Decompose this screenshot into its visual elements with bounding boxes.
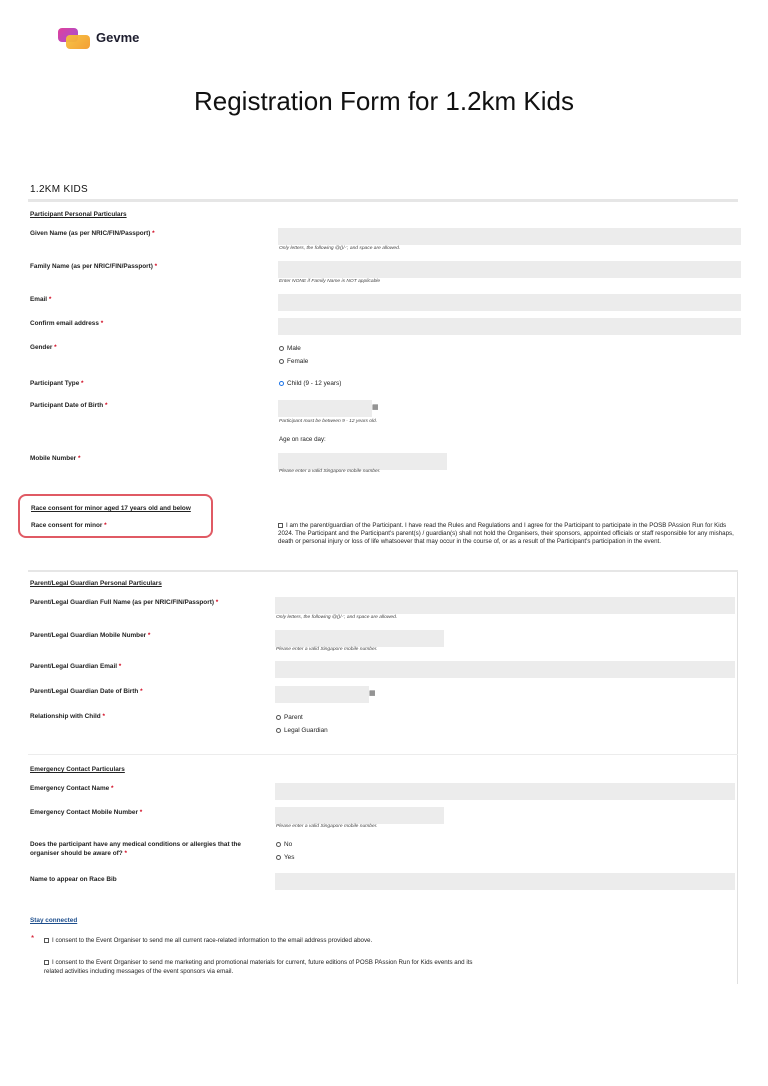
guardian-email-input[interactable] [275,661,735,678]
emergency-mobile-label: Emergency Contact Mobile Number * [30,809,143,816]
relationship-option-legal-guardian[interactable]: Legal Guardian [276,727,328,734]
consent-email-checkbox[interactable] [44,938,49,943]
dob-label: Participant Date of Birth * [30,402,108,409]
section-title: 1.2KM KIDS [30,184,89,195]
family-name-help: Enter NONE if Family Name is NOT applicable [279,279,381,284]
medical-option-no[interactable]: No [276,841,292,848]
radio-icon[interactable] [276,855,281,860]
gender-option-male[interactable]: Male [279,345,301,352]
radio-icon[interactable] [279,359,284,364]
consent-highlight-box [18,494,213,538]
gender-label: Gender * [30,344,57,351]
logo-text: Gevme [96,30,140,45]
participant-type-label: Participant Type * [30,380,84,387]
dob-help: Participant must be between 9 - 12 years old. [279,419,378,424]
guardian-heading: Parent/Legal Guardian Personal Particulars [30,580,162,587]
consent-divider [28,570,738,572]
medical-option-yes[interactable]: Yes [276,854,294,861]
guardian-name-help: Only letters, the following @()/-', and space are allowed. [276,615,398,620]
gevme-logo [58,26,148,50]
age-on-race-day: Age on race day: [279,436,326,443]
radio-selected-icon[interactable] [279,381,284,386]
guardian-name-input[interactable] [275,597,735,614]
guardian-divider [28,754,738,755]
confirm-email-input[interactable] [278,318,741,335]
participant-type-option-child[interactable]: Child (9 - 12 years) [279,380,341,387]
guardian-mobile-label: Parent/Legal Guardian Mobile Number * [30,632,151,639]
bib-name-input[interactable] [275,873,735,890]
email-label: Email * [30,296,52,303]
consent-checkbox[interactable] [278,523,283,528]
consent-marketing-option[interactable]: I consent to the Event Organiser to send me marketing and promotional materials for current, future editions of POSB PAssion Run for Kids events and its related activities including messages of the event sponsors via email. [44,959,473,975]
form-border-right [737,572,738,984]
given-name-help: Only letters, the following @()/-', and space are allowed. [279,246,401,251]
guardian-dob-input[interactable] [275,686,369,703]
email-input[interactable] [278,294,741,311]
logo-mark-yellow [66,35,90,49]
radio-icon[interactable] [276,728,281,733]
guardian-dob-label: Parent/Legal Guardian Date of Birth * [30,688,143,695]
given-name-label: Given Name (as per NRIC/FIN/Passport) * [30,230,155,237]
consent-email-option[interactable]: I consent to the Event Organiser to send me all current race-related information to the email address provided above. [44,937,372,944]
dob-input[interactable] [278,400,372,417]
radio-icon[interactable] [276,842,281,847]
guardian-name-label: Parent/Legal Guardian Full Name (as per NRIC/FIN/Passport) * [30,599,219,606]
mobile-input[interactable] [278,453,447,470]
participant-heading: Participant Personal Particulars [30,211,127,218]
relationship-label: Relationship with Child * [30,713,105,720]
calendar-icon[interactable]: ▦ [369,690,376,697]
emergency-heading: Emergency Contact Particulars [30,766,125,773]
radio-icon[interactable] [276,715,281,720]
medical-label: Does the participant have any medical conditions or allergies that the organiser should be aware of? * [30,841,241,857]
page-title: Registration Form for 1.2km Kids [193,86,574,116]
family-name-input[interactable] [278,261,741,278]
confirm-email-label: Confirm email address * [30,320,104,327]
guardian-email-label: Parent/Legal Guardian Email * [30,663,122,670]
stay-connected-link[interactable]: Stay connected [30,917,78,924]
relationship-option-parent[interactable]: Parent [276,714,303,721]
family-name-label: Family Name (as per NRIC/FIN/Passport) * [30,263,158,270]
emergency-name-label: Emergency Contact Name * [30,785,114,792]
consent-statement: I am the parent/guardian of the Participant. I have read the Rules and Regulations and I agree for the Participant to participate in the POSB PAssion Run for Kids 2024. The Participant and the Participant's parent(s) / guardian(s) shall not hold the Organisers, their sponsors, appointed officials or staff responsible for any mishaps, death or personal injury or loss of life whatsoever that may occur in the course of, or as a result of the Participant's participation in the event. [278,522,734,546]
calendar-icon[interactable]: ▦ [372,404,379,411]
guardian-mobile-input[interactable] [275,630,444,647]
consent-marketing-checkbox[interactable] [44,960,49,965]
consent-heading: Race consent for minor aged 17 years old and below [31,505,191,512]
radio-icon[interactable] [279,346,284,351]
mobile-help: Please enter a valid Singapore mobile number. [279,469,381,474]
bib-name-label: Name to appear on Race Bib [30,876,117,883]
emergency-mobile-help: Please enter a valid Singapore mobile number. [276,824,378,829]
consent-label: Race consent for minor * [31,522,107,529]
emergency-mobile-input[interactable] [275,807,444,824]
emergency-name-input[interactable] [275,783,735,800]
guardian-mobile-help: Please enter a valid Singapore mobile number. [276,647,378,652]
mobile-label: Mobile Number * [30,455,81,462]
section-divider [28,199,738,202]
given-name-input[interactable] [278,228,741,245]
gender-option-female[interactable]: Female [279,358,308,365]
required-asterisk: * [31,934,35,943]
